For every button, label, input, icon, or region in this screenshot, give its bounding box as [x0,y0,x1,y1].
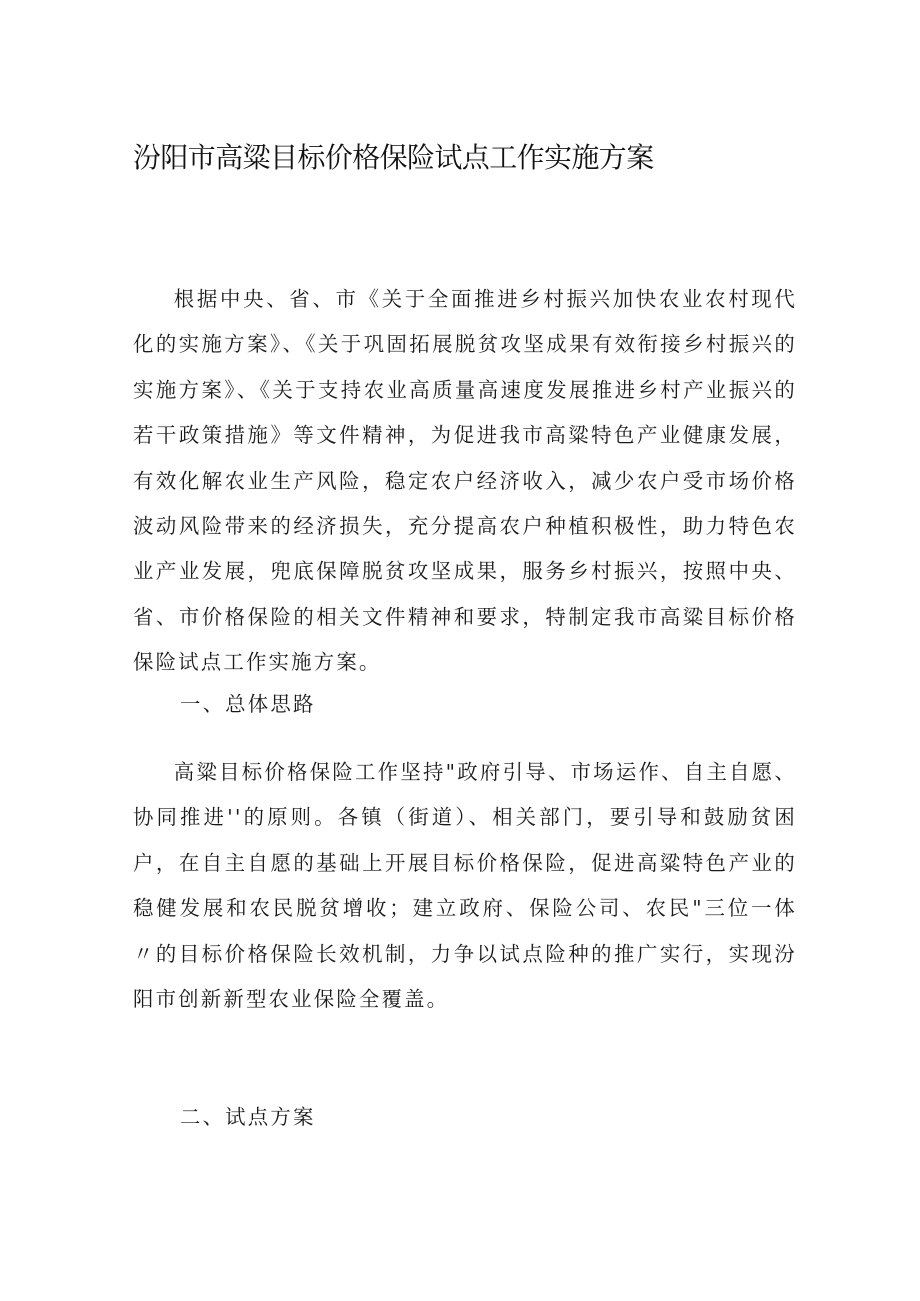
document-title: 汾阳市高粱目标价格保险试点工作实施方案 [133,141,654,174]
paragraph-intro: 根据中央、省、市《关于全面推进乡村振兴加快农业农村现代化的实施方案》、《关于巩固拓展脱贫攻坚成果有效衔接乡村振兴的实施方案》、《关于支持农业高质量高速度发展推进乡村产业振兴的若干政策措施》等文件精神，为促进我市高粱特色产业健康发展，有效化解农业生产风险，稳定农户经济收入，减少农户受市场价格波动风险带来的经济损失，充分提高农户种植积极性，助力特色农业产业发展，兜底保障脱贫攻坚成果，服务乡村振兴，按照中央、省、市价格保险的相关文件精神和要求，特制定我市高粱目标价格保险试点工作实施方案。 [133,287,797,675]
section-heading-pilot-plan: 二、试点方案 [180,1105,316,1129]
section-heading-overall-approach: 一、总体思路 [180,692,316,716]
paragraph-overall-approach: 高粱目标价格保险工作坚持"政府引导、市场运作、自主自愿、协同推进''的原则。各镇（街道）、相关部门，要引导和鼓励贫困户，在自主自愿的基础上开展目标价格保险，促进高粱特色产业的稳健发展和农民脱贫增收；建立政府、保险公司、农民"三位一体〃的目标价格保险长效机制，力争以试点险种的推广实行，实现汾阳市创新新型农业保险全覆盖。 [133,760,797,1012]
